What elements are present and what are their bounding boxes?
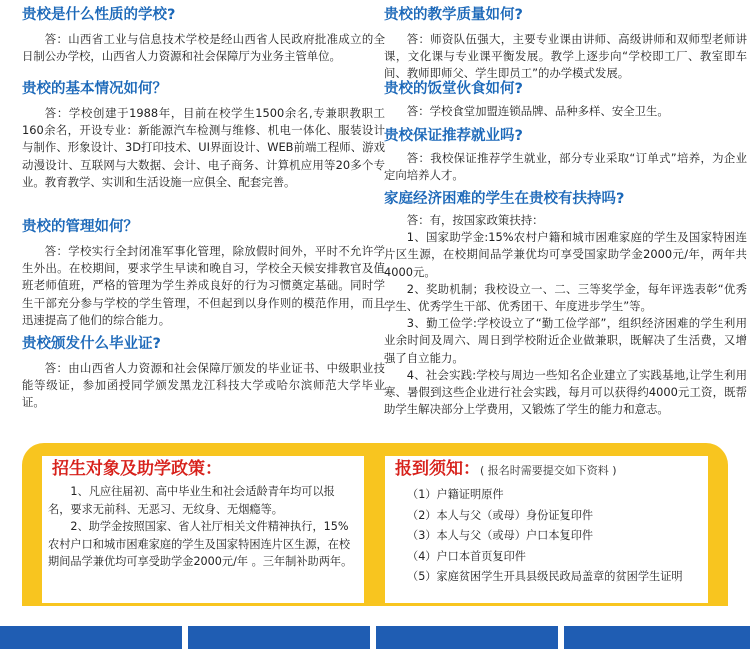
aid-item-national-grant: 1、国家助学金:15%农村户籍和城市困难家庭的学生及国家特困连片区生源，在校期间品学兼优均可享受国家助学金2000元/年，两年共4000元。 bbox=[384, 230, 747, 279]
faq-item-employment bbox=[384, 127, 747, 188]
faq-answer: 答：山西省工业与信息技术学校是经山西省人民政府批准成立的全日制公办学校，山西省人力资源和社会保障厅为业务主管单位。 bbox=[22, 32, 385, 64]
faq-item-diploma bbox=[22, 335, 385, 416]
bar-segment bbox=[188, 626, 370, 649]
list-item: （2）本人与父（或母）身份证复印件 bbox=[407, 508, 594, 522]
enrollment-policy-paragraph: 1、凡应往届初、高中毕业生和社会适龄青年均可以报名，要求无前科、无恶习、无纹身、无烟瘾等。 bbox=[48, 485, 335, 516]
aid-item-social-practice: 4、社会实践:学校与周边一些知名企业建立了实践基地,让学生利用寒、暑假到这些企业进行社会实践，每月可以获得约4000元工资，既帮助学生解决部分上学费用，又锻炼了学生的能力和意志。 bbox=[384, 367, 747, 417]
list-item: （5）家庭贫困学生开具县级民政局盖章的贫困学生证明 bbox=[407, 570, 683, 583]
faq-question: 家庭经济困难的学生在贵校有扶持吗? bbox=[384, 191, 625, 207]
faq-question: 贵校的教学质量如何? bbox=[384, 7, 523, 23]
faq-question: 贵校的基本情况如何？ bbox=[22, 81, 167, 97]
list-item: （1）户籍证明原件 bbox=[407, 488, 504, 501]
faq-answer: 答：我校保证推荐学生就业，部分专业采取“订单式”培养，为企业定向培养人才。 bbox=[384, 151, 747, 183]
faq-answer: 答：学校实行全封闭准军事化管理，除放假时间外，平时不允许学生外出。在校期间，要求学生早读和晚自习，学校全天候安排教官及值班老师值班，严格的管理为学生养成良好的行为习惯奠定基础。同时学生干部充分参与学校的学生管理，不但起到以身作则的模范作用，而且迅速提高了他们的综合能力。 bbox=[22, 244, 385, 327]
faq-question: 贵校是什么性质的学校? bbox=[22, 7, 176, 23]
faq-answer: 答：师资队伍强大，主要专业课由讲师、高级讲师和双师型老师讲课，文化课与专业课平衡发展。教学上逐步向“学校即工厂、教室即车间、教师即师父、学生即员工”的办学模式发展。 bbox=[384, 32, 747, 81]
bottom-decorative-bar bbox=[0, 626, 750, 649]
bar-segment bbox=[0, 626, 182, 649]
faq-item-school-nature bbox=[22, 6, 385, 69]
bar-segment bbox=[376, 626, 558, 649]
faq-item-canteen bbox=[384, 80, 747, 124]
faq-item-financial-aid bbox=[384, 190, 747, 418]
faq-question: 贵校的饭堂伙食如何? bbox=[384, 81, 523, 97]
aid-item-scholarship: 2、奖助机制；我校设立一、二、三等奖学金，每年评选表彰“优秀学生、优秀学生干部、优秀团干、年度进步学生”等。 bbox=[384, 281, 747, 314]
registration-notice-title bbox=[395, 459, 708, 481]
faq-answer: 答：有，按国家政策扶持： bbox=[406, 213, 544, 227]
faq-question: 贵校颁发什么毕业证? bbox=[22, 336, 161, 352]
list-item: （4）户口本首页复印件 bbox=[407, 549, 526, 563]
enrollment-policy-panel bbox=[42, 456, 364, 603]
faq-answer: 答：学校创建于1988年，目前在校学生1500余名,专兼职教职工160余名，开设专业：新能源汽车检测与维修、机电一体化、服装设计与制作、形象设计、3D打印技术、UI界面设计、WEB前端工程师、游戏动漫设计、互联网与大数据、会计、电子商务、计算机应用等20多个专业。教育教学、实训和生活设施一应俱全、配套完善。 bbox=[22, 106, 385, 189]
faq-question: 贵校的管理如何？ bbox=[22, 219, 138, 235]
enrollment-policy-title: 招生对象及助学政策： bbox=[52, 459, 222, 479]
faq-answer: 答：学校食堂加盟连锁品牌、品种多样、安全卫生。 bbox=[406, 104, 669, 118]
registration-note: ( 报名时需要提交如下资料 ) bbox=[480, 464, 617, 477]
registration-notice-panel bbox=[385, 456, 708, 603]
list-item: （3）本人与父（或母）户口本复印件 bbox=[407, 529, 594, 542]
faq-item-management bbox=[22, 218, 385, 333]
registration-document-list bbox=[407, 485, 708, 588]
registration-title-text: 报到须知： bbox=[395, 459, 480, 479]
enrollment-policy-paragraph: 2、助学金按照国家、省人社厅相关文件精神执行，15%农村户口和城市困难家庭的学生及国家特困连片区生源，在校期间品学兼优均可享受助学金2000元/年 。三年制补助两年。 bbox=[48, 520, 353, 569]
faq-item-teaching-quality bbox=[384, 6, 747, 87]
bar-segment bbox=[564, 626, 750, 649]
faq-answer: 答：由山西省人力资源和社会保障厅颁发的毕业证书、中级职业技能等级证，参加函授同学颁发黑龙江科技大学或哈尔滨师范大学毕业证。 bbox=[22, 361, 385, 410]
faq-item-basic-info bbox=[22, 80, 385, 195]
faq-question: 贵校保证推荐就业吗? bbox=[384, 128, 523, 144]
aid-item-work-study: 3、勤工俭学:学校设立了“勤工俭学部”，组织经济困难的学生利用业余时间及周六、周日到学校附近企业做兼职，既解决了生活费，又增强了自立能力。 bbox=[384, 316, 747, 365]
